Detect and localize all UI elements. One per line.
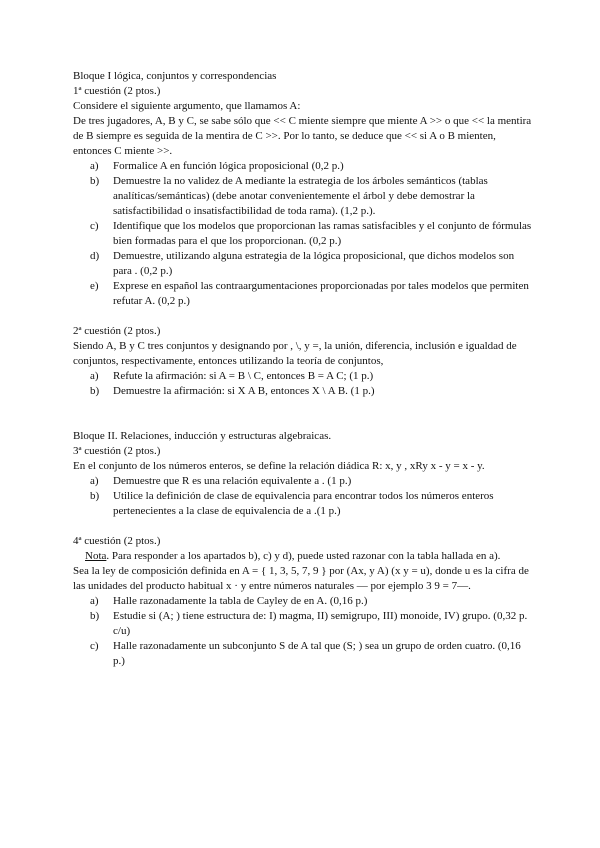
q4-item-b [73, 609, 533, 639]
q3-item-list [73, 474, 533, 519]
q4-item-c [73, 639, 533, 669]
item-label: c) [90, 220, 99, 232]
q2-item-a [73, 369, 533, 384]
q4-item-list [73, 594, 533, 669]
item-text: Identifique que los modelos que proporcionan las ramas satisfacibles y el conjunto de fórmulas bien formadas para el que los proporcionan. (0,2 p.) [113, 220, 532, 247]
item-label: e) [90, 280, 99, 292]
q1-item-e [73, 279, 533, 309]
item-text: Halle razonadamente un subconjunto S de A tal que (S; ) sea un grupo de orden cuatro. (0,16 p.) [113, 640, 521, 667]
item-text: Demuestre que R es una relación equivalente a . (1 p.) [113, 475, 352, 487]
item-text: Refute la afirmación: si A = B \ C, entonces B = A C; (1 p.) [113, 370, 374, 382]
item-text: Halle razonadamente la tabla de Cayley de en A. (0,16 p.) [113, 595, 368, 607]
spacer [73, 399, 533, 429]
q4-nota [73, 549, 533, 564]
q4-title: 4ª cuestión (2 ptos.) [73, 535, 161, 547]
document-content [73, 69, 533, 669]
q1-item-d [73, 249, 533, 279]
q2-item-b [73, 384, 533, 399]
q3-item-a [73, 474, 533, 489]
item-label: b) [90, 610, 100, 622]
q1-item-a [73, 159, 533, 174]
q1-item-list [73, 159, 533, 309]
spacer [73, 309, 533, 324]
q2-title: 2ª cuestión (2 ptos.) [73, 325, 161, 337]
q4-item-a [73, 594, 533, 609]
item-text: Formalice A en función lógica proposicional (0,2 p.) [113, 160, 344, 172]
item-label: c) [90, 640, 99, 652]
item-label: a) [90, 475, 99, 487]
item-text: Estudie si (A; ) tiene estructura de: I) magma, II) semigrupo, III) monoide, IV) grupo. (0,32 p. c/u) [113, 610, 528, 637]
q3-intro: En el conjunto de los números enteros, se define la relación diádica R: x, y , xRy x - y = x - y. [73, 460, 485, 472]
q3-title: 3ª cuestión (2 ptos.) [73, 445, 161, 457]
item-label: a) [90, 160, 99, 172]
item-text: Demuestre la afirmación: si X A B, entonces X \ A B. (1 p.) [113, 385, 375, 397]
bloque1-heading: Bloque I lógica, conjuntos y correspondencias [73, 70, 277, 82]
q1-item-b [73, 174, 533, 219]
nota-text: . Para responder a los apartados b), c) y d), puede usted razonar con la tabla hallada en a). [106, 550, 501, 562]
q1-argument: De tres jugadores, A, B y C, se sabe sólo que << C miente siempre que miente A >> o que << la mentira de B siempre es seguida de la mentira de C >>. Por lo tanto, se deduce que << si A o B mienten, entonces C miente >>. [73, 115, 532, 157]
q4-intro: Sea la ley de composición definida en A = { 1, 3, 5, 7, 9 } por (Ax, y A) (x y = u), donde u es la cifra de las unidades del producto habitual x · y entre números naturales — por ejemplo 3 9 = 7—. [73, 565, 529, 592]
q2-item-list [73, 369, 533, 399]
spacer [73, 519, 533, 534]
item-text: Demuestre la no validez de A mediante la estrategia de los árboles semánticos (tablas analíticas/semánticas) (debe anotar convenientemente el árbol y debe demostrar la satisfactibilidad o insatisfactibilidad de toda rama). (1,2 p.). [113, 175, 488, 217]
item-label: a) [90, 370, 99, 382]
nota-label: Nota [85, 550, 107, 562]
bloque2-heading: Bloque II. Relaciones, inducción y estructuras algebraicas. [73, 430, 332, 442]
item-label: d) [90, 250, 100, 262]
item-text: Demuestre, utilizando alguna estrategia de la lógica proposicional, que dichos modelos son para . (0,2 p.) [113, 250, 515, 277]
q2-intro: Siendo A, B y C tres conjuntos y designando por , \, y =, la unión, diferencia, inclusión e igualdad de conjuntos, respectivamente, entonces utilizando la teoría de conjuntos, [73, 340, 517, 367]
item-label: b) [90, 490, 100, 502]
item-label: b) [90, 175, 100, 187]
q1-title: 1ª cuestión (2 ptos.) [73, 85, 161, 97]
q1-item-c [73, 219, 533, 249]
item-label: a) [90, 595, 99, 607]
item-label: b) [90, 385, 100, 397]
q1-intro: Considere el siguiente argumento, que llamamos A: [73, 100, 301, 112]
item-text: Utilice la definición de clase de equivalencia para encontrar todos los números enteros pertenecientes a la clase de equivalencia de a .(1 p.) [113, 490, 494, 517]
item-text: Exprese en español las contraargumentaciones proporcionadas por tales modelos que permiten refutar A. (0,2 p.) [113, 280, 529, 307]
q3-item-b [73, 489, 533, 519]
